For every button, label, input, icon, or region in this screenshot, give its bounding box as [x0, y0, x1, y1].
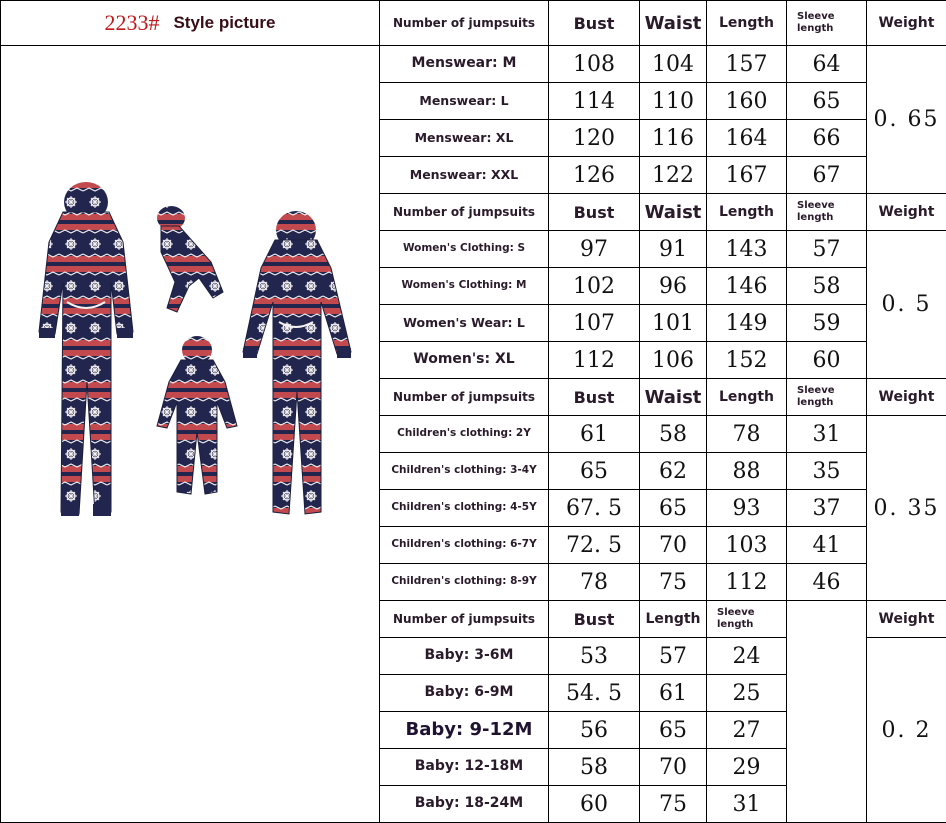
empty-cell	[787, 601, 867, 823]
length-value: 61	[640, 675, 707, 712]
length-value: 93	[707, 490, 787, 527]
row-label: Children's clothing: 4-5Y	[380, 490, 549, 527]
family-jumpsuits-photo-icon	[11, 182, 371, 566]
col-header-sleeve: Sleeve length	[707, 601, 787, 638]
col-header-waist: Waist	[640, 194, 707, 231]
sleeve-value: 29	[707, 749, 787, 786]
bust-value: 78	[549, 564, 640, 601]
length-value: 157	[707, 46, 787, 83]
bust-value: 112	[549, 342, 640, 379]
top-header-row	[1, 1, 946, 46]
row-label: Baby: 9-12M	[380, 712, 549, 749]
waist-value: 101	[640, 305, 707, 342]
col-header-length: Length	[707, 194, 787, 231]
row-label: Women's Clothing: M	[380, 268, 549, 305]
row-label: Baby: 3-6M	[380, 638, 549, 675]
col-header-name: Number of jumpsuits	[380, 194, 549, 231]
bust-value: 107	[549, 305, 640, 342]
col-header-waist: Waist	[640, 1, 707, 46]
row-label: Children's clothing: 3-4Y	[380, 453, 549, 490]
length-value: 57	[640, 638, 707, 675]
waist-value: 104	[640, 46, 707, 83]
col-header-bust: Bust	[549, 1, 640, 46]
row-label: Baby: 18-24M	[380, 786, 549, 823]
bust-value: 56	[549, 712, 640, 749]
sleeve-value: 57	[787, 231, 867, 268]
col-header-name: Number of jumpsuits	[380, 601, 549, 638]
length-value: 152	[707, 342, 787, 379]
col-header-sleeve: Sleeve length	[787, 194, 867, 231]
bust-value: 54. 5	[549, 675, 640, 712]
length-value: 167	[707, 157, 787, 194]
row-label: Menswear: XXL	[380, 157, 549, 194]
bust-value: 53	[549, 638, 640, 675]
waist-value: 96	[640, 268, 707, 305]
col-header-weight: Weight	[867, 379, 946, 416]
col-header-length: Length	[640, 601, 707, 638]
sleeve-value: 66	[787, 120, 867, 157]
col-header-sleeve: Sleeve length	[787, 379, 867, 416]
col-header-length: Length	[707, 379, 787, 416]
bust-value: 108	[549, 46, 640, 83]
waist-value: 116	[640, 120, 707, 157]
style-code: 2233#	[104, 10, 160, 35]
length-value: 146	[707, 268, 787, 305]
waist-value: 65	[640, 490, 707, 527]
sleeve-value: 64	[787, 46, 867, 83]
sleeve-value: 41	[787, 527, 867, 564]
col-header-weight: Weight	[867, 194, 946, 231]
bust-value: 126	[549, 157, 640, 194]
sleeve-value: 46	[787, 564, 867, 601]
row-label: Menswear: XL	[380, 120, 549, 157]
row-label: Children's clothing: 6-7Y	[380, 527, 549, 564]
length-value: 75	[640, 786, 707, 823]
row-label: Baby: 12-18M	[380, 749, 549, 786]
sleeve-value: 60	[787, 342, 867, 379]
child-jumpsuit	[157, 336, 237, 494]
bust-value: 114	[549, 83, 640, 120]
col-header-sleeve: Sleeve length	[787, 1, 867, 46]
col-header-bust: Bust	[549, 379, 640, 416]
row-label: Children's clothing: 8-9Y	[380, 564, 549, 601]
waist-value: 122	[640, 157, 707, 194]
bust-value: 58	[549, 749, 640, 786]
adult-jumpsuit-right	[243, 211, 351, 514]
bust-value: 60	[549, 786, 640, 823]
sleeve-value: 31	[787, 416, 867, 453]
bust-value: 72. 5	[549, 527, 640, 564]
length-value: 78	[707, 416, 787, 453]
weight-value-men: 0. 65	[867, 46, 946, 194]
row-label: Women's Wear: L	[380, 305, 549, 342]
bust-value: 61	[549, 416, 640, 453]
adult-jumpsuit-left	[39, 182, 133, 516]
waist-value: 110	[640, 83, 707, 120]
col-header-length: Length	[707, 1, 787, 46]
sleeve-value: 31	[707, 786, 787, 823]
sleeve-value: 35	[787, 453, 867, 490]
col-header-waist: Waist	[640, 379, 707, 416]
weight-value-baby: 0. 2	[867, 638, 946, 823]
row-label: Women's Clothing: S	[380, 231, 549, 268]
pet-jumpsuit	[157, 206, 223, 312]
sleeve-value: 25	[707, 675, 787, 712]
row-label: Children's clothing: 2Y	[380, 416, 549, 453]
waist-value: 70	[640, 527, 707, 564]
length-value: 70	[640, 749, 707, 786]
sleeve-value: 24	[707, 638, 787, 675]
col-header-weight: Weight	[867, 1, 946, 46]
style-picture-cell	[1, 46, 380, 823]
waist-value: 106	[640, 342, 707, 379]
weight-value-women: 0. 5	[867, 231, 946, 379]
row-label: Menswear: L	[380, 83, 549, 120]
style-picture-label: Style picture	[173, 13, 276, 32]
bust-value: 102	[549, 268, 640, 305]
bust-value: 65	[549, 453, 640, 490]
length-value: 103	[707, 527, 787, 564]
col-header-bust: Bust	[549, 194, 640, 231]
bust-value: 120	[549, 120, 640, 157]
sleeve-value: 59	[787, 305, 867, 342]
bust-value: 97	[549, 231, 640, 268]
style-header-cell	[1, 1, 380, 46]
col-header-name: Number of jumpsuits	[380, 1, 549, 46]
row-label: Baby: 6-9M	[380, 675, 549, 712]
length-value: 164	[707, 120, 787, 157]
waist-value: 75	[640, 564, 707, 601]
row-label: Women's: XL	[380, 342, 549, 379]
sleeve-value: 67	[787, 157, 867, 194]
weight-value-children: 0. 35	[867, 416, 946, 601]
waist-value: 91	[640, 231, 707, 268]
col-header-weight: Weight	[867, 601, 946, 638]
waist-value: 58	[640, 416, 707, 453]
col-header-name: Number of jumpsuits	[380, 379, 549, 416]
bust-value: 67. 5	[549, 490, 640, 527]
sleeve-value: 27	[707, 712, 787, 749]
length-value: 160	[707, 83, 787, 120]
length-value: 112	[707, 564, 787, 601]
sleeve-value: 58	[787, 268, 867, 305]
length-value: 88	[707, 453, 787, 490]
row-label: Menswear: M	[380, 46, 549, 83]
sleeve-value: 65	[787, 83, 867, 120]
waist-value: 62	[640, 453, 707, 490]
col-header-bust: Bust	[549, 601, 640, 638]
sleeve-value: 37	[787, 490, 867, 527]
length-value: 149	[707, 305, 787, 342]
length-value: 143	[707, 231, 787, 268]
table-row	[1, 46, 946, 83]
length-value: 65	[640, 712, 707, 749]
